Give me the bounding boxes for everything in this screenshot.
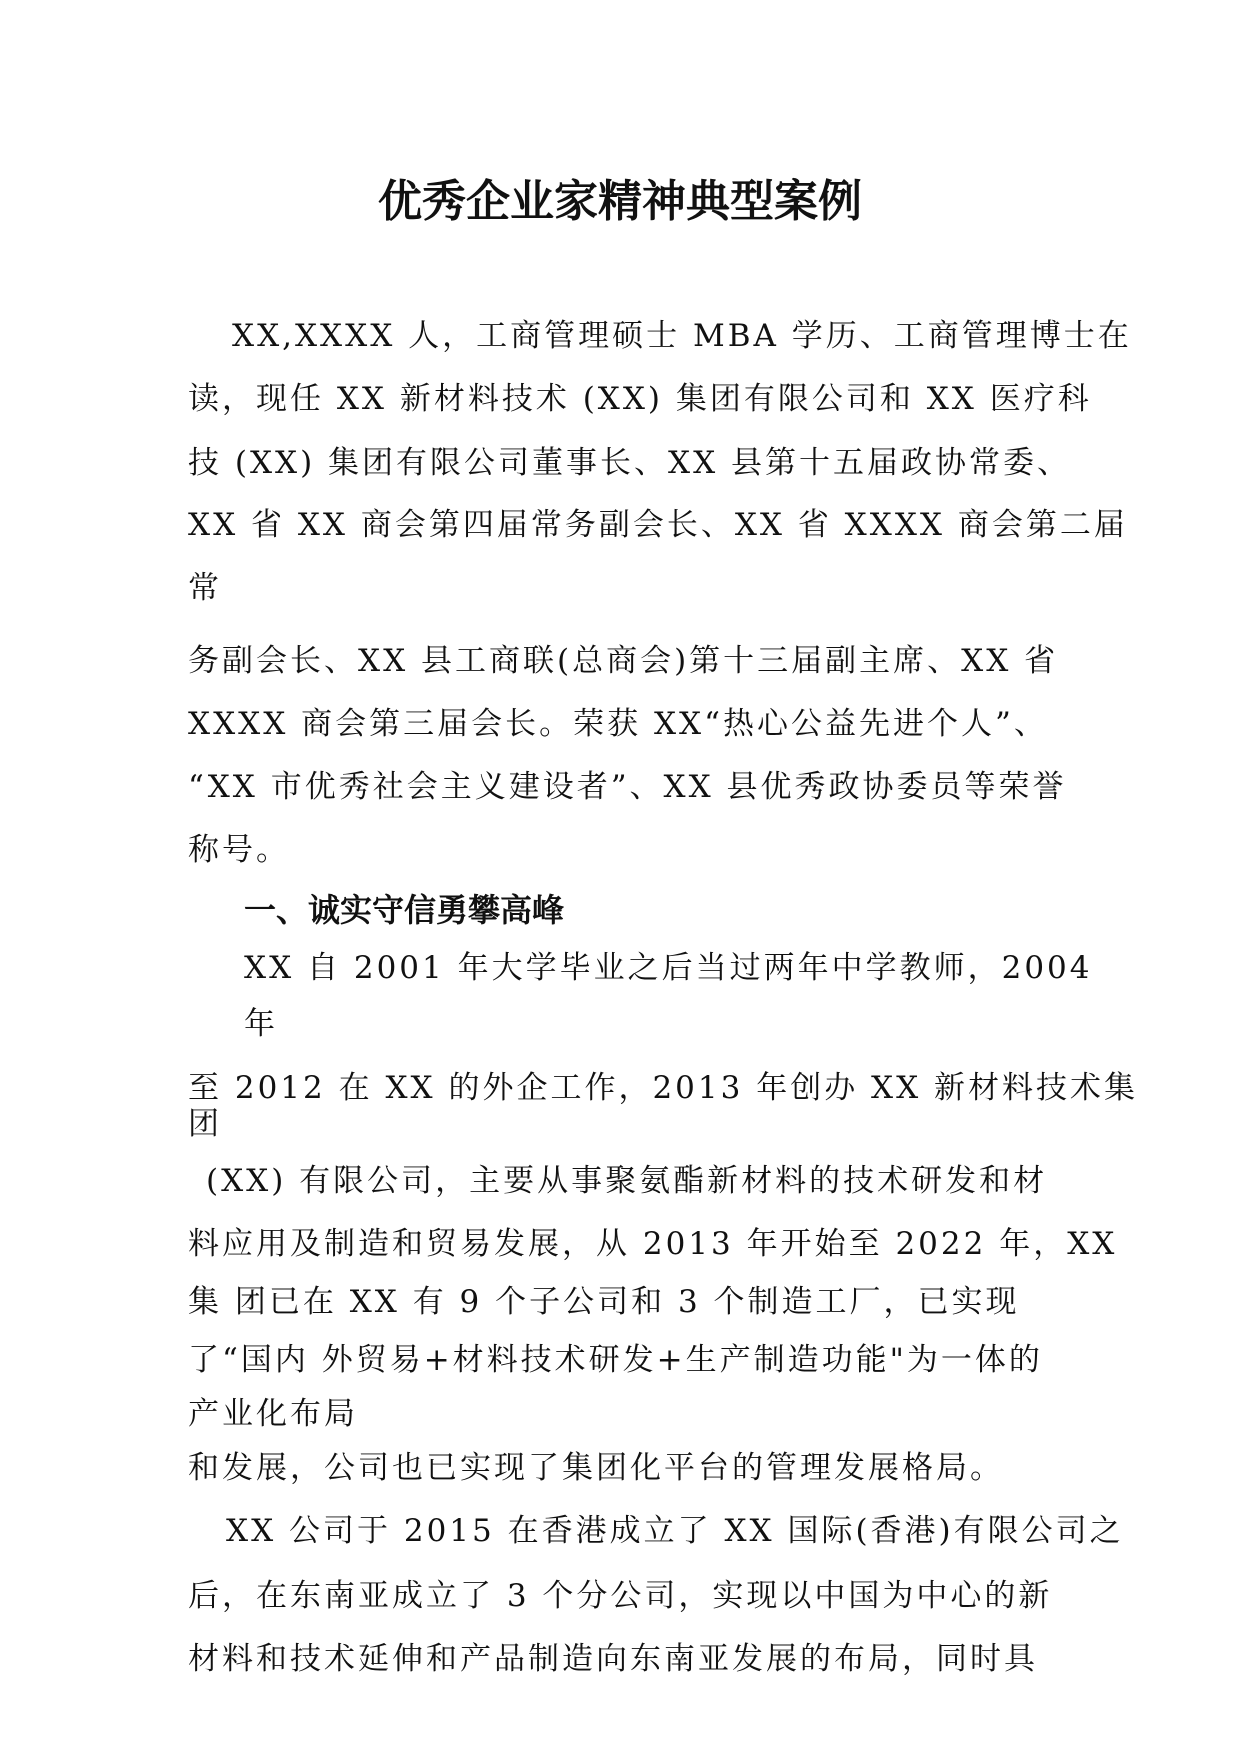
section-heading: 一、诚实守信勇攀高峰 [244, 891, 565, 929]
document-title: 优秀企业家精神典型案例 [378, 176, 862, 227]
paragraph-line: (XX) 有限公司，主要从事聚氨酯新材料的技术研发和材 [206, 1163, 1048, 1199]
paragraph-line: XXXX 商会第三届会长。荣获 XX“热心公益先进个人”、 [188, 706, 1048, 742]
paragraph-line: 读，现任 XX 新材料技术 (XX) 集团有限公司和 XX 医疗科 [188, 381, 1092, 417]
paragraph-line: XX 省 XX 商会第四届常务副会长、XX 省 XXXX 商会第二届 [188, 507, 1128, 543]
paragraph-line: 务副会长、XX 县工商联(总商会)第十三届副主席、XX 省 [188, 643, 1059, 679]
paragraph-line: 团 [188, 1106, 222, 1142]
paragraph-line: 技 (XX) 集团有限公司董事长、XX 县第十五届政协常委、 [188, 445, 1072, 481]
paragraph-line: 常 [188, 570, 222, 606]
paragraph-line: 产业化布局 [188, 1396, 358, 1432]
paragraph-line: XX 公司于 2015 在香港成立了 XX 国际(香港)有限公司之 [226, 1513, 1124, 1549]
paragraph-line: XX 自 2001 年大学毕业之后当过两年中学教师，2004 [244, 950, 1093, 986]
paragraph-line: “XX 市优秀社会主义建设者”、XX 县优秀政协委员等荣誉 [188, 769, 1067, 805]
paragraph-line: 集 团已在 XX 有 9 个子公司和 3 个制造工厂，已实现 [188, 1284, 1020, 1320]
paragraph-line: 后，在东南亚成立了 3 个分公司，实现以中国为中心的新 [188, 1578, 1053, 1614]
paragraph-line: 了“国内 外贸易+材料技术研发+生产制造功能"为一体的 [188, 1342, 1043, 1378]
paragraph-line: 称号。 [188, 832, 290, 868]
paragraph-line: 至 2012 在 XX 的外企工作，2013 年创办 XX 新材料技术集 [188, 1070, 1139, 1106]
paragraph-line: 料应用及制造和贸易发展，从 2013 年开始至 2022 年，XX [188, 1226, 1118, 1262]
paragraph-line: 材料和技术延伸和产品制造向东南亚发展的布局，同时具 [188, 1641, 1038, 1677]
paragraph-line: 年 [244, 1006, 278, 1042]
paragraph-line: XX,XXXX 人，工商管理硕士 MBA 学历、工商管理博士在 [232, 318, 1132, 354]
paragraph-line: 和发展，公司也已实现了集团化平台的管理发展格局。 [188, 1450, 1004, 1486]
